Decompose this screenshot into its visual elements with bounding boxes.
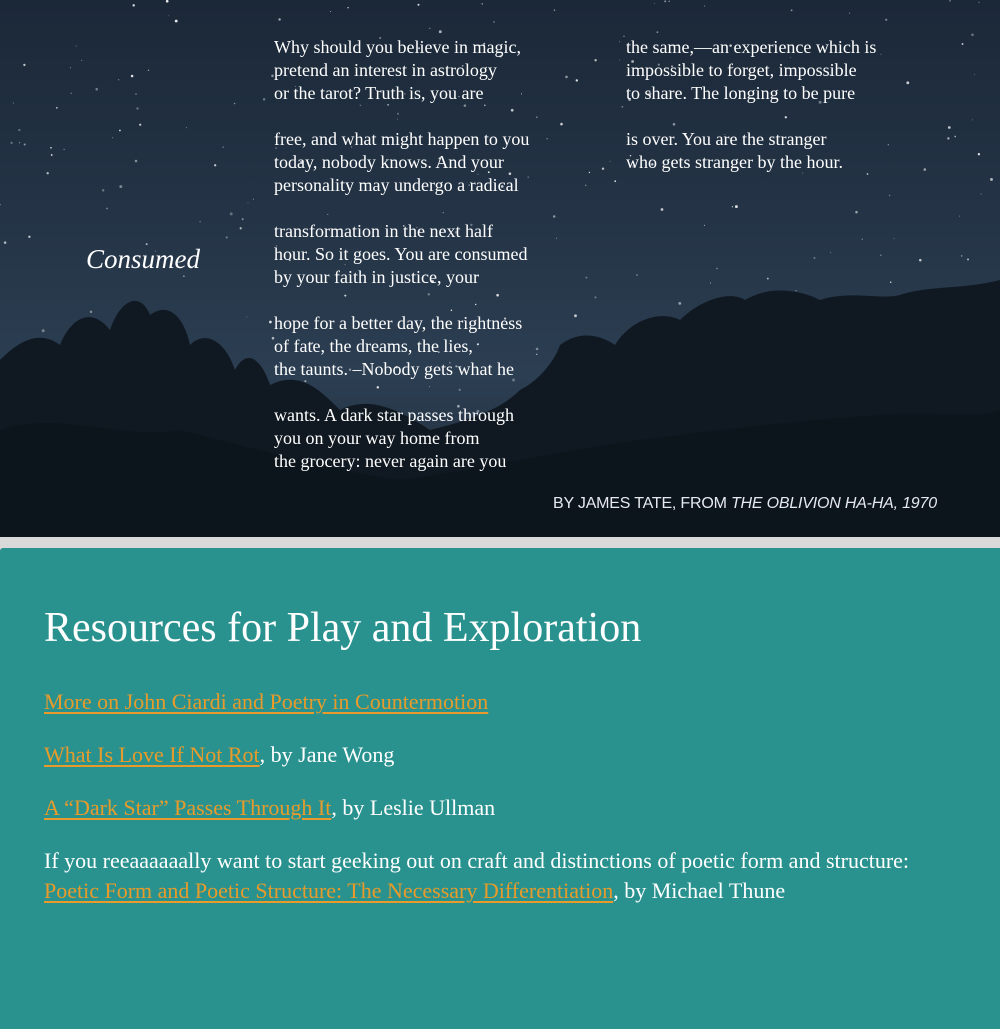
poem-line: wants. A dark star passes through (274, 405, 514, 425)
star-dot (135, 93, 137, 95)
star-dot (972, 119, 973, 120)
star-dot (978, 2, 979, 3)
star-dot (589, 172, 590, 173)
star-dot (602, 167, 604, 169)
star-dot (263, 98, 265, 100)
star-dot (175, 20, 178, 23)
star-dot (248, 202, 249, 203)
star-dot (118, 79, 119, 80)
poem-line: transformation in the next half (274, 221, 493, 241)
star-dot (636, 274, 637, 275)
poem-stanza (274, 220, 529, 289)
star-dot (560, 123, 563, 126)
star-dot (24, 143, 26, 145)
resources-heading: Resources for Play and Exploration (44, 605, 642, 651)
star-dot (814, 257, 816, 259)
poem-line: personality may undergo a radical (274, 175, 519, 195)
star-dot (269, 321, 272, 324)
star-dot (148, 70, 149, 71)
star-dot (710, 283, 711, 284)
credit-source: THE OBLIVION HA-HA, 1970 (730, 495, 937, 512)
star-dot (862, 238, 863, 239)
star-dot (735, 205, 738, 208)
star-dot (791, 9, 793, 11)
star-dot (56, 107, 58, 109)
star-dot (50, 147, 52, 149)
credit-author: BY JAMES TATE, FROM (553, 495, 731, 512)
star-dot (23, 64, 25, 66)
star-dot (704, 6, 705, 7)
star-dot (623, 35, 625, 37)
poem-line: today, nobody knows. And your (274, 152, 504, 172)
star-dot (974, 74, 975, 75)
star-dot (981, 194, 982, 195)
star-dot (890, 281, 892, 283)
resource-suffix: , by Leslie Ullman (331, 795, 496, 820)
star-dot (242, 218, 244, 220)
star-dot (28, 236, 30, 238)
poem-line: or the tarot? Truth is, you are (274, 83, 484, 103)
star-dot (889, 195, 891, 197)
star-dot (855, 211, 858, 214)
star-dot (565, 76, 568, 79)
poem-line: you on your way home from (274, 428, 480, 448)
star-dot (622, 106, 624, 108)
star-dot (880, 255, 881, 256)
poem-line: free, and what might happen to you (274, 129, 530, 149)
star-dot (949, 0, 951, 2)
star-dot (246, 316, 247, 317)
resource-link-poetic-form[interactable]: Poetic Form and Poetic Structure: The Necessary Differentiation (44, 878, 614, 903)
poem-title: Consumed (86, 244, 200, 274)
star-dot (102, 189, 104, 191)
star-dot (894, 238, 895, 239)
star-dot (186, 127, 187, 128)
star-dot (594, 59, 596, 61)
star-dot (234, 103, 236, 105)
star-dot (978, 153, 980, 155)
star-dot (95, 88, 98, 91)
star-dot (183, 276, 184, 277)
star-dot (278, 18, 280, 20)
resource-link-love-rot[interactable]: What Is Love If Not Rot (44, 742, 260, 767)
star-dot (10, 142, 12, 144)
star-dot (948, 126, 951, 129)
star-dot (112, 137, 113, 138)
star-dot (990, 178, 993, 181)
star-dot (42, 329, 45, 332)
star-dot (961, 255, 963, 257)
poem-right-column (626, 36, 876, 197)
poem-stanza (274, 36, 529, 105)
star-dot (214, 164, 216, 166)
star-dot (954, 136, 956, 138)
star-dot (610, 161, 611, 162)
poem-line: to share. The longing to be pure (626, 83, 856, 103)
star-dot (18, 129, 20, 131)
star-dot (971, 33, 974, 36)
poem-stanza (274, 128, 529, 197)
resources-section (0, 548, 1000, 1029)
star-dot (732, 206, 733, 207)
star-dot (767, 278, 769, 280)
star-dot (136, 107, 138, 109)
star-dot (13, 102, 14, 103)
star-dot (240, 227, 242, 229)
star-dot (536, 116, 538, 118)
star-dot (962, 43, 964, 45)
star-dot (76, 45, 77, 46)
poem-line: hour. So it goes. You are consumed (274, 244, 528, 264)
star-dot (347, 7, 348, 8)
star-dot (330, 11, 331, 12)
star-dot (429, 28, 430, 29)
star-dot (664, 0, 666, 2)
star-dot (0, 204, 1, 206)
poem-credit (553, 495, 937, 513)
poem-line: the same,—an experience which is (626, 37, 877, 57)
star-dot (880, 54, 881, 55)
star-dot (669, 1, 670, 2)
poem-stanza (626, 36, 876, 105)
star-dot (576, 79, 578, 81)
star-dot (482, 3, 483, 4)
star-dot (885, 19, 887, 21)
star-dot (439, 30, 442, 33)
star-dot (417, 4, 419, 6)
star-dot (947, 137, 949, 139)
star-dot (619, 59, 620, 60)
star-dot (923, 168, 926, 171)
resource-suffix: , by Michael Thune (613, 878, 786, 903)
star-dot (553, 215, 555, 217)
poem-stanza (274, 312, 529, 381)
star-dot (547, 138, 548, 139)
poem-line: pretend an interest in astrology (274, 60, 497, 80)
poem-line: the grocery: never again are you (274, 451, 507, 471)
poem-line: of fate, the dreams, the lies, (274, 336, 473, 356)
poem-line: impossible to forget, impossible (626, 60, 857, 80)
poem-line: who gets stranger by the hour. (626, 152, 843, 172)
star-dot (574, 314, 577, 317)
star-dot (919, 259, 922, 262)
star-dot (166, 0, 169, 3)
section-divider (0, 537, 1000, 548)
star-dot (135, 160, 138, 163)
star-dot (223, 146, 224, 147)
star-dot (849, 13, 850, 14)
star-dot (131, 75, 134, 78)
poem-line: by your faith in justice, your (274, 267, 479, 287)
star-dot (119, 130, 121, 132)
star-dot (230, 212, 233, 215)
poem-line: hope for a better day, the rightness (274, 313, 523, 333)
resource-item (44, 742, 394, 768)
star-dot (556, 238, 557, 239)
star-dot (226, 236, 228, 238)
poem-line: the taunts. –Nobody gets what he (274, 359, 514, 379)
poem-left-column (274, 36, 529, 496)
star-dot (63, 149, 64, 150)
star-dot (906, 81, 909, 84)
star-dot (678, 302, 681, 305)
star-dot (47, 172, 49, 174)
poem-stanza (274, 404, 529, 473)
star-dot (716, 268, 717, 269)
craft-intro-text: If you reeaaaaaally want to start geeking out on craft and distinctions of poetic form and structure: (44, 848, 910, 873)
star-dot (253, 199, 254, 200)
poem-line: is over. You are the stranger (626, 129, 827, 149)
star-dot (536, 354, 537, 355)
star-dot (830, 252, 831, 253)
resource-item (44, 689, 488, 715)
star-dot (493, 21, 494, 22)
poem-stanza (626, 128, 876, 174)
star-dot (168, 15, 169, 16)
star-dot (614, 180, 616, 182)
star-dot (4, 241, 7, 244)
star-dot (70, 67, 71, 68)
star-dot (106, 208, 108, 210)
poem-line: Why should you believe in magic, (274, 37, 521, 57)
resource-link-dark-star[interactable]: A “Dark Star” Passes Through It (44, 795, 332, 820)
star-dot (554, 9, 556, 11)
star-dot (619, 41, 620, 42)
star-dot (959, 216, 960, 217)
star-dot (594, 296, 596, 298)
resource-item (44, 795, 495, 821)
star-dot (661, 208, 664, 211)
star-dot (536, 348, 539, 351)
star-dot (139, 124, 141, 126)
star-dot (81, 60, 82, 61)
star-dot (654, 3, 655, 4)
resource-suffix: , by Jane Wong (259, 742, 395, 767)
resource-item (44, 878, 785, 904)
resource-link-ciardi[interactable]: More on John Ciardi and Poetry in Countermotion (44, 689, 489, 714)
star-dot (119, 185, 122, 188)
star-dot (585, 277, 587, 279)
star-dot (888, 144, 889, 145)
star-dot (704, 225, 705, 226)
star-dot (19, 142, 20, 143)
star-dot (71, 93, 72, 94)
star-dot (795, 290, 796, 291)
star-dot (656, 31, 658, 33)
star-dot (51, 154, 53, 156)
star-dot (90, 311, 92, 313)
star-dot (132, 4, 134, 6)
star-dot (967, 258, 969, 260)
star-dot (199, 221, 201, 223)
star-dot (585, 185, 586, 186)
